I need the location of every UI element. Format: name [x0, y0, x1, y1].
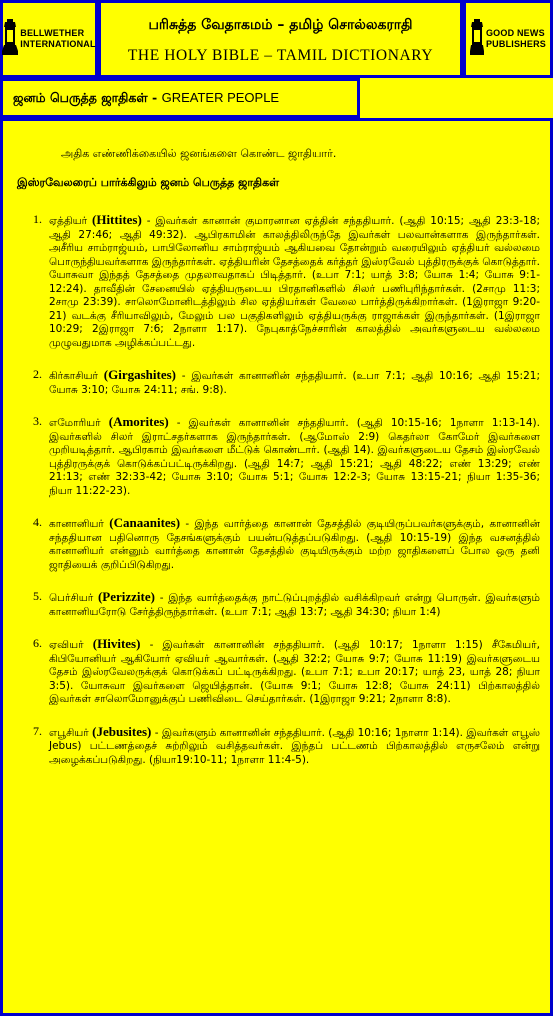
- entry-text: - இவர்கள் கானானின் சந்ததியார். (உபா 7:1; ஆதி 10:16; ஆதி 15:21; யோசு 3:10; யோசு 24:11; சங். 9:8).: [49, 370, 540, 396]
- entry-english-name: (Jebusites): [92, 723, 152, 739]
- header-right-logo: [463, 0, 553, 78]
- section-title: [3, 81, 357, 107]
- section-title-english: GREATER PEOPLE: [161, 90, 280, 105]
- title-tamil: பரிசுத்த வேதாகமம் – தமிழ் சொல்லகராதி: [148, 17, 413, 33]
- entry-body: [45, 415, 540, 498]
- section-title-box: [0, 78, 360, 118]
- list-item: [33, 516, 540, 572]
- entry-text: - இவர்கள் கானான் குமாரனான ஏத்தின் சந்ததியார். (ஆதி 10:15; ஆதி 23:3-18; ஆதி 27:46; ஆதி 49:32). ஆபிரகாமின் காலத்திலிருந்தே இவர்கள் பலவான்களாக இருந்தார்கள். அசீரிய சாம்ராஜ்யம், பாபிலோனிய சாம்ராஜ்யம் ஆகியவை தோன்றும் வரையிலும் ஏத்தியர் வல்லமை பொருந்தியவர்களாக இருந்தார்கள். ஏத்தியரின் தேசத்தைக் கர்த்தர் இஸ்ரவேல் புத்திரருக்குக் கொடுத்தார். யோசுவா இந்தத் தேசத்தை முதலாவதாகப் பிடித்தார். (உபா 7:1; யாத் 3:8; யோசு 1:4; யோசு 9:1-12:24). தாவீதின் சேனையில் ஏத்தியருடைய பிரதானிகளில் சிலர் பணிபுரிந்தார்கள். (2சாமு 11:3; 2சாமு 23:39). சாலொமோனிடத்திலும் சில ஏத்தியர்கள் வேலை பார்த்திருக்கிறார்கள். (1இராஜா 9:20-21) வடக்கு சீரியாவிலும், மேலும் பல பகுதிகளிலும் ஏத்தியருக்கு ராஜாக்கள் இருந்தார்கள். (1இராஜா 10:29; 2இராஜா 7:6; 2நாளா 1:17). நேபுகாத்நேச்சாரின் காலத்தில் அவர்களுடைய வல்லமை முழுவதுமாக அழிக்கப்பட்டது.: [49, 215, 541, 349]
- entry-number: 3.: [33, 414, 42, 428]
- entry-english-name: (Girgashites): [103, 367, 176, 382]
- content-panel: [0, 118, 553, 1016]
- entry-tamil-name: ஏத்தியர்: [49, 215, 88, 227]
- subheading: இஸ்ரவேலரைப் பார்க்கிலும் ஜனம் பெருத்த ஜாதிகள்: [17, 176, 280, 189]
- entry-tamil-name: ஏவியர்: [49, 639, 84, 651]
- lantern-icon: [2, 19, 18, 59]
- title-english: THE HOLY BIBLE – TAMIL DICTIONARY: [127, 47, 434, 64]
- entry-english-name: (Canaanites): [109, 515, 181, 530]
- entry-text: - இவர்கள் கானானின் சந்ததியார். (ஆதி 10:15-16; 1நாளா 1:13-14). இவர்களில் சிலர் இராட்சதர்களாக இருந்தார்கள். (ஆமோஸ் 2:9) கெதர்லா கோமேர் இவர்களை முறியடித்தார். ஆபிரகாம் இவர்களை மீட்டுக் கொண்டார். (ஆதி 14). இவர்களுடைய தேசம் இஸ்ரவேல் புத்திரருக்குக் கொடுக்கப்பட்டிருக்கிறது. (ஆதி 14:7; ஆதி 15:21; ஆதி 48:22; எண் 13:29; எண் 21:13; எண் 32:33-42; யோசு 3:10; யோசு 5:1; யோசு 12:2-3; யோசு 13:15-21; நியா 1:35-36; நியா 11:22-23).: [49, 417, 540, 497]
- list-item: [33, 725, 540, 768]
- section-title-tamil: ஜனம் பெருத்த ஜாதிகள் -: [13, 90, 162, 105]
- entry-english-name: (Hittites): [92, 212, 142, 227]
- list-item: [33, 637, 540, 707]
- entry-number: 2.: [33, 367, 42, 381]
- entry-english-name: (Perizzite): [97, 589, 155, 604]
- entry-tamil-name: எமோரியர்: [49, 417, 101, 429]
- entry-body: [45, 516, 540, 572]
- list-item: [33, 415, 540, 498]
- list-item: [33, 213, 540, 350]
- entry-number: 4.: [33, 515, 42, 529]
- entry-english-name: (Amorites): [108, 414, 169, 429]
- entry-number: 1.: [33, 212, 42, 226]
- header-left-logo: [0, 0, 98, 78]
- entry-tamil-name: பெர்சியர்: [49, 592, 94, 604]
- entry-body: [45, 590, 540, 619]
- entries-list: [3, 191, 550, 767]
- entry-text: - இந்த வார்த்தை கானான் தேசத்தில் குடியிருப்பவர்களுக்கும், கானானின் சந்ததியான பதினொரு தேசங்களுக்கும் பயன்படுத்தப்படுகிறது. (ஆதி 10:15-19) இந்த வசனத்தில் கானானியர் என்னும் வார்த்தை கானான் தேசத்தில் குடியிருக்கும் மற்ற ஜாதிகளைப் போல ஒரு தனி ஜாதியைக் குறிப்பிடுகிறது.: [49, 518, 540, 571]
- entry-text: - இந்த வார்த்தைக்கு நாட்டுப்புறத்தில் வசிக்கிறவர் என்று பொருள். இவர்களும் கானானியரோடு சேர்த்திருந்தார்கள். (உபா 7:1; ஆதி 13:7; ஆதி 34:30; நியா 1:4): [49, 592, 540, 618]
- entry-tamil-name: கானானியர்: [49, 518, 104, 530]
- entry-number: 6.: [33, 636, 42, 650]
- lantern-icon: [470, 19, 484, 59]
- entry-english-name: (Hivites): [92, 636, 141, 651]
- entry-body: [45, 213, 540, 350]
- entry-tamil-name: கிர்காசியர்: [49, 370, 99, 382]
- entry-body: [45, 725, 540, 768]
- entry-body: [45, 368, 540, 397]
- list-item: [33, 368, 540, 397]
- entry-number: 7.: [33, 723, 42, 738]
- entry-number: 5.: [33, 589, 42, 603]
- entry-body: [45, 637, 540, 707]
- publisher-name: BELLWETHER INTERNATIONAL: [20, 28, 96, 49]
- list-item: [33, 590, 540, 619]
- entry-tamil-name: எபூசியர்: [49, 726, 89, 739]
- entry-text: - இவர்களும் கானானின் சந்ததியார். (ஆதி 10:16; 1நாளா 1:14). இவர்கள் எபூஸ் Jebus) பட்டணத்தைச் சுற்றிலும் வசித்தவர்கள். இந்தப் பட்டணம் பிற்காலத்தில் எருசலேம் என்று அழைக்கப்படுகிறது. (நியா19:10-11; 1நாளா 11:4-5).: [49, 726, 540, 766]
- entry-text: - இவர்கள் கானானின் சந்ததியார். (ஆதி 10:17; 1நாளா 1:15) சீகேமியர், கிபியோனியர் ஆகியோர் ஏவியர் ஆவார்கள். (ஆதி 32:2; யோசு 9:7; யோசு 11:19) இவர்களுடைய தேசம் இஸ்ரவேலருக்குக் கொடுக்கப் பட்டிருக்கிறது. (உபா 7:1; உபா 20:17; யாத் 23, யாத் 28; நியா 3:5). யோசுவா இவர்களை ஜெயித்தான். (யோசு 9:1; யோசு 12:8; யோசு 24:11) பிற்காலத்தில் இவர்கள் சாலொமோனுக்குப் பணிவிடை செய்தார்கள். (1இராஜா 9:21; 2நாளா 8:8).: [49, 639, 540, 705]
- intro-text: அதிக எண்ணிக்கையில் ஜனங்களை கொண்ட ஜாதியார்.: [61, 147, 337, 160]
- publisher-name: GOOD NEWS PUBLISHERS: [485, 28, 546, 49]
- header-title-box: [98, 0, 463, 78]
